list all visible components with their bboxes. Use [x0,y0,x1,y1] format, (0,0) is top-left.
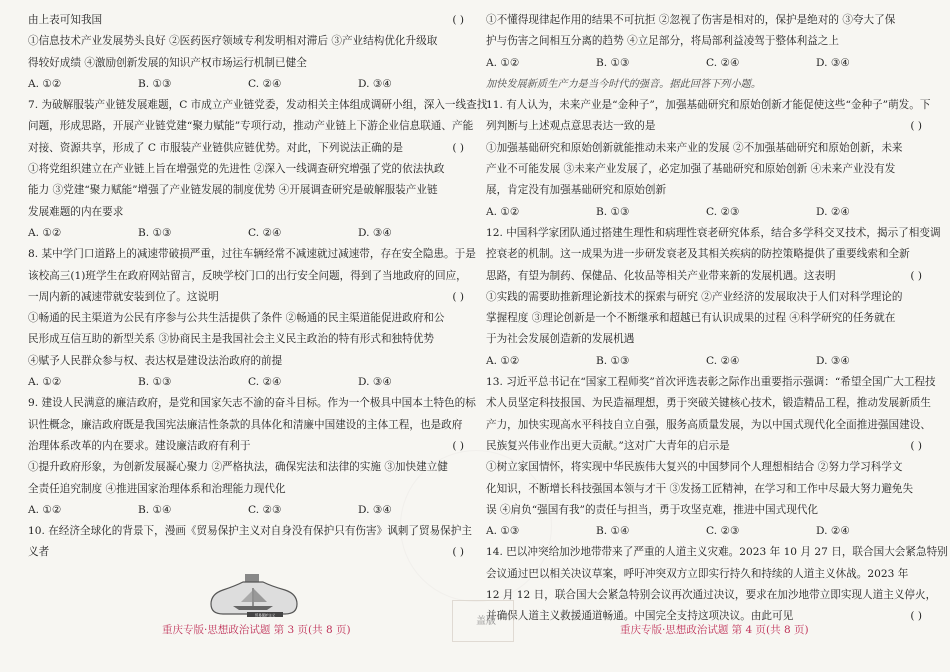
option: A. ①② [486,205,520,218]
text-line [486,436,926,457]
line-text: 12. 中国科学家团队通过搭建生理性和病理性衰老研究体系，结合多学科交叉技术，揭示了相变调 [486,226,941,239]
line-text: 民族复兴伟业作出更大贡献。”这对广大青年的启示是 [486,439,730,452]
line-text: ①将党组织建立在产业链上旨在增强党的先进性 ②深入一线调查研究增强了党的依法执政 [28,163,445,176]
text-line [28,457,468,478]
options-row [28,223,468,244]
text-line [486,393,931,414]
text-line [486,479,926,500]
line-text: ①不懂得现律起作用的结果不可抗拒 ②忽视了伤害是相对的，保护是绝对的 ③夸大了保 [486,14,896,26]
cartoon-bottle-ship-icon [205,572,301,618]
line-text: 8. 某中学门口道路上的减速带破损严重，过往车辆经常不减速就过减速带，存在安全隐患。于是 [28,248,476,261]
options-row [28,74,468,95]
text-line [486,95,931,116]
text-line [28,436,468,457]
option: D. ③④ [816,56,850,69]
option: C. ②③ [706,205,740,218]
line-text: 掌握程度 ③理论创新是一个不断继承和超越已有认识成果的过程 ④科学研究的任务就在 [486,312,896,325]
option: C. ②④ [248,376,282,389]
line-text: 12 月 12 日，联合国大会紧急特别会议再次通过决议，要求在加沙地带立即实现人道主义停火， [486,589,937,602]
text-line [28,159,468,180]
text-line [28,95,488,116]
option: A. ①② [28,226,62,239]
text-line [28,329,468,350]
text-line [28,479,468,500]
options-row [486,53,926,74]
line-text: 误 ④肩负“强国有我”的责任与担当，勇于攻坚克难，推进中国式现代化 [486,503,819,516]
options-row [486,202,926,223]
line-text: 13. 习近平总书记在“国家工程师奖”首次评选表彰之际作出重要指示强调：“希望全国广大工程技 [486,376,936,389]
text-line [486,287,926,308]
answer-blank: ( ) [910,120,922,133]
text-line [28,351,468,372]
line-text: 产力，加快实现高水平科技自立自强，服务高质量发展，为以中国式现代化全面推进强国建设、 [486,418,931,431]
option: C. ②④ [706,56,740,69]
line-text: 发展难题的内在要求 [28,205,124,218]
option: C. ②③ [706,525,740,538]
option: C. ②④ [248,77,282,90]
line-text: ①加强基础研究和原始创新就能推动未来产业的发展 ②不加强基础研究和原始创新，未来 [486,141,903,154]
options-row [28,372,468,393]
text-line [28,287,468,308]
line-text: 护与伤害之间相互分离的趋势 ④立足部分，将局部利益凌驾于整体利益之上 [486,35,839,48]
answer-blank: ( ) [452,290,464,303]
line-text: 展，肯定没有加强基础研究和原始创新 [486,184,667,197]
text-line [28,202,468,223]
left-page [28,10,488,564]
option: A. ①② [486,56,520,69]
line-text: 会议通过巴以相关决议草案，呼吁冲突双方立即实行持久和持续的人道主义休战。2023 年 [486,567,909,580]
option: A. ①③ [486,525,520,538]
line-text: 7. 为破解服装产业链发展难题，C 市成立产业链党委，发动相关主体组成调研小组，深入一线查找 [28,99,488,112]
text-line [486,10,926,31]
text-line [486,500,926,521]
line-text: 问题，形成思路，开展产业链党建“聚力赋能”专项行动，推动产业链上下游企业信息联通、产能 [28,120,474,133]
left-footer: 重庆专版·思想政治试题 第 3 页(共 8 页) [162,624,351,636]
line-text: 民形成互信互助的新型关系 ③协商民主是我国社会主义民主政治的特有形式和独特优势 [28,333,434,346]
line-text: 得较好成绩 ④激励创新发展的知识产权市场运行机制已健全 [28,56,307,69]
text-line [28,10,468,31]
text-line [486,159,926,180]
text-line [486,308,926,329]
line-text: 能力 ③党建“聚力赋能”增强了产业链发展的制度优势 ④开展调查研究是破解服装产业链 [28,184,438,197]
option: B. ①③ [596,354,630,367]
option: B. ①③ [596,205,630,218]
text-line [486,138,926,159]
option: B. ①④ [596,525,630,538]
option: D. ③④ [816,354,850,367]
answer-blank: ( ) [452,141,464,154]
text-line [28,415,468,436]
text-line [486,266,926,287]
text-line [486,457,926,478]
answer-blank: ( ) [910,610,922,623]
line-text: 一周内新的减速带就安装到位了。这说明 [28,290,219,303]
text-line [28,393,476,414]
text-line [486,180,926,201]
option: B. ①③ [138,226,172,239]
line-text: ①树立家国情怀，将实现中华民族伟大复兴的中国梦同个人理想相结合 ②努力学习科学文 [486,461,903,474]
option: A. ①② [28,77,62,90]
option: A. ①② [28,376,62,389]
line-text: ①实践的需要助推新理论新技术的探索与研究 ②产业经济的发展取决于人们对科学理论的 [486,290,903,303]
option: D. ③④ [358,503,392,516]
option: D. ②④ [816,525,850,538]
text-line [486,116,926,137]
right-footer: 重庆专版·思想政治试题 第 4 页(共 8 页) [620,624,809,636]
line-text: 术人员坚定科技报国、为民造福理想，勇于突破关键核心技术，锻造精品工程，推动发展新质生 [486,397,931,410]
line-text: 列判断与上述观点意思表达一致的是 [486,120,656,133]
option: B. ①③ [138,376,172,389]
option: A. ①② [486,354,520,367]
option: D. ②④ [816,205,850,218]
line-text: 该校高三(1)班学生在政府网站留言，反映学校门口的出行安全问题，得到了当地政府的回应， [28,269,467,282]
options-row [486,521,926,542]
text-line [28,53,468,74]
option: D. ③④ [358,77,392,90]
text-line [28,180,468,201]
text-line [28,116,474,137]
line-text: 9. 建设人民满意的廉洁政府，是党和国家矢志不渝的奋斗目标。作为一个极具中国本土特色的标 [28,397,476,410]
option: C. ②④ [248,226,282,239]
text-line [28,542,468,563]
line-text: ①畅通的民主渠道为公民有序参与公共生活提供了条件 ②畅通的民主渠道能促进政府和公 [28,312,445,325]
line-text: 治理体系改革的内在要求。建设廉洁政府有利于 [28,439,251,452]
option: C. ②③ [248,503,282,516]
answer-blank: ( ) [452,14,464,26]
answer-blank: ( ) [910,269,922,282]
line-text: 化知识，不断增长科技强国本领与才干 ③发扬工匠精神，在学习和工作中尽最大努力避免失 [486,482,914,495]
option: D. ③④ [358,376,392,389]
text-line [28,138,468,159]
cartoon-label: 贸易保护主义 [254,613,276,618]
text-line [486,223,941,244]
option: C. ②④ [706,354,740,367]
text-line [486,244,926,265]
line-text: 控衰老的机制。这一成果为进一步研发衰老及其相关疾病的防控策略提供了重要线索和全新 [486,248,910,261]
option: B. ①③ [596,56,630,69]
answer-blank: ( ) [910,439,922,452]
line-text: 义者 [28,546,50,559]
text-line [28,244,476,265]
option: D. ③④ [358,226,392,239]
option: B. ①④ [138,503,172,516]
options-row [28,500,468,521]
text-line [486,372,936,393]
line-text: 10. 在经济全球化的背景下，漫画《贸易保护主义对自身没有保护只有伤害》讽刺了贸易保护主 [28,525,472,538]
line-text: ④赋予人民群众参与权、表达权是建设法治政府的前提 [28,354,283,367]
text-line [28,308,468,329]
option: B. ①③ [138,77,172,90]
text-line [486,329,926,350]
line-text: ①提升政府形象，为创新发展凝心聚力 ②严格执法，确保宪法和法律的实施 ③加快建立健 [28,461,448,474]
right-page [486,10,948,628]
answer-blank: ( ) [452,546,464,559]
text-line [486,31,926,52]
line-text: 由上表可知我国 [28,14,103,26]
section-note: 加快发展新质生产力是当今时代的强音。据此回答下列小题。 [486,78,762,90]
line-text: 并确保人道主义救援通道畅通。中国完全支持这项决议。由此可见 [486,610,794,623]
text-line [28,266,468,287]
options-row [486,351,926,372]
line-text: 对接、资源共享，形成了 C 市服装产业链供应链优势。对此，下列说法正确的是 [28,141,404,154]
text-line [486,564,926,585]
line-text: 于为社会发展创造新的发展机遇 [486,333,635,346]
answer-blank: ( ) [452,439,464,452]
line-text: 产业不可能发展 ③未来产业发展了，必定加强了基础研究和原始创新 ④未来产业没有发 [486,163,896,176]
line-text: 11. 有人认为，未来产业是“金种子”，加强基础研究和原始创新才能促使这些“金种子”萌发。下 [486,99,931,112]
stamp-label: 盖版 [476,616,496,627]
line-text: 全责任追究制度 ④推进国家治理体系和治理能力现代化 [28,482,286,495]
line-text: 14. 巴以冲突给加沙地带带来了严重的人道主义灾难。2023 年 10 月 27 日，联合国大会紧急特别 [486,546,948,559]
line-text: 识性概念，廉洁政府既是我国宪法廉洁性条款的具体化和清廉中国建设的主体工程，也是政府 [28,418,463,431]
option: A. ①② [28,503,62,516]
text-line [28,31,468,52]
text-line [486,585,937,606]
line-text: ①信息技术产业发展势头良好 ②医药医疗领域专利发明相对滞后 ③产业结构优化升级取 [28,35,438,48]
text-line [28,521,472,542]
text-line [486,415,931,436]
text-line [486,542,948,563]
line-text: 思路，有望为制药、保健品、化妆品等相关产业带来新的发展机遇。这表明 [486,269,836,282]
